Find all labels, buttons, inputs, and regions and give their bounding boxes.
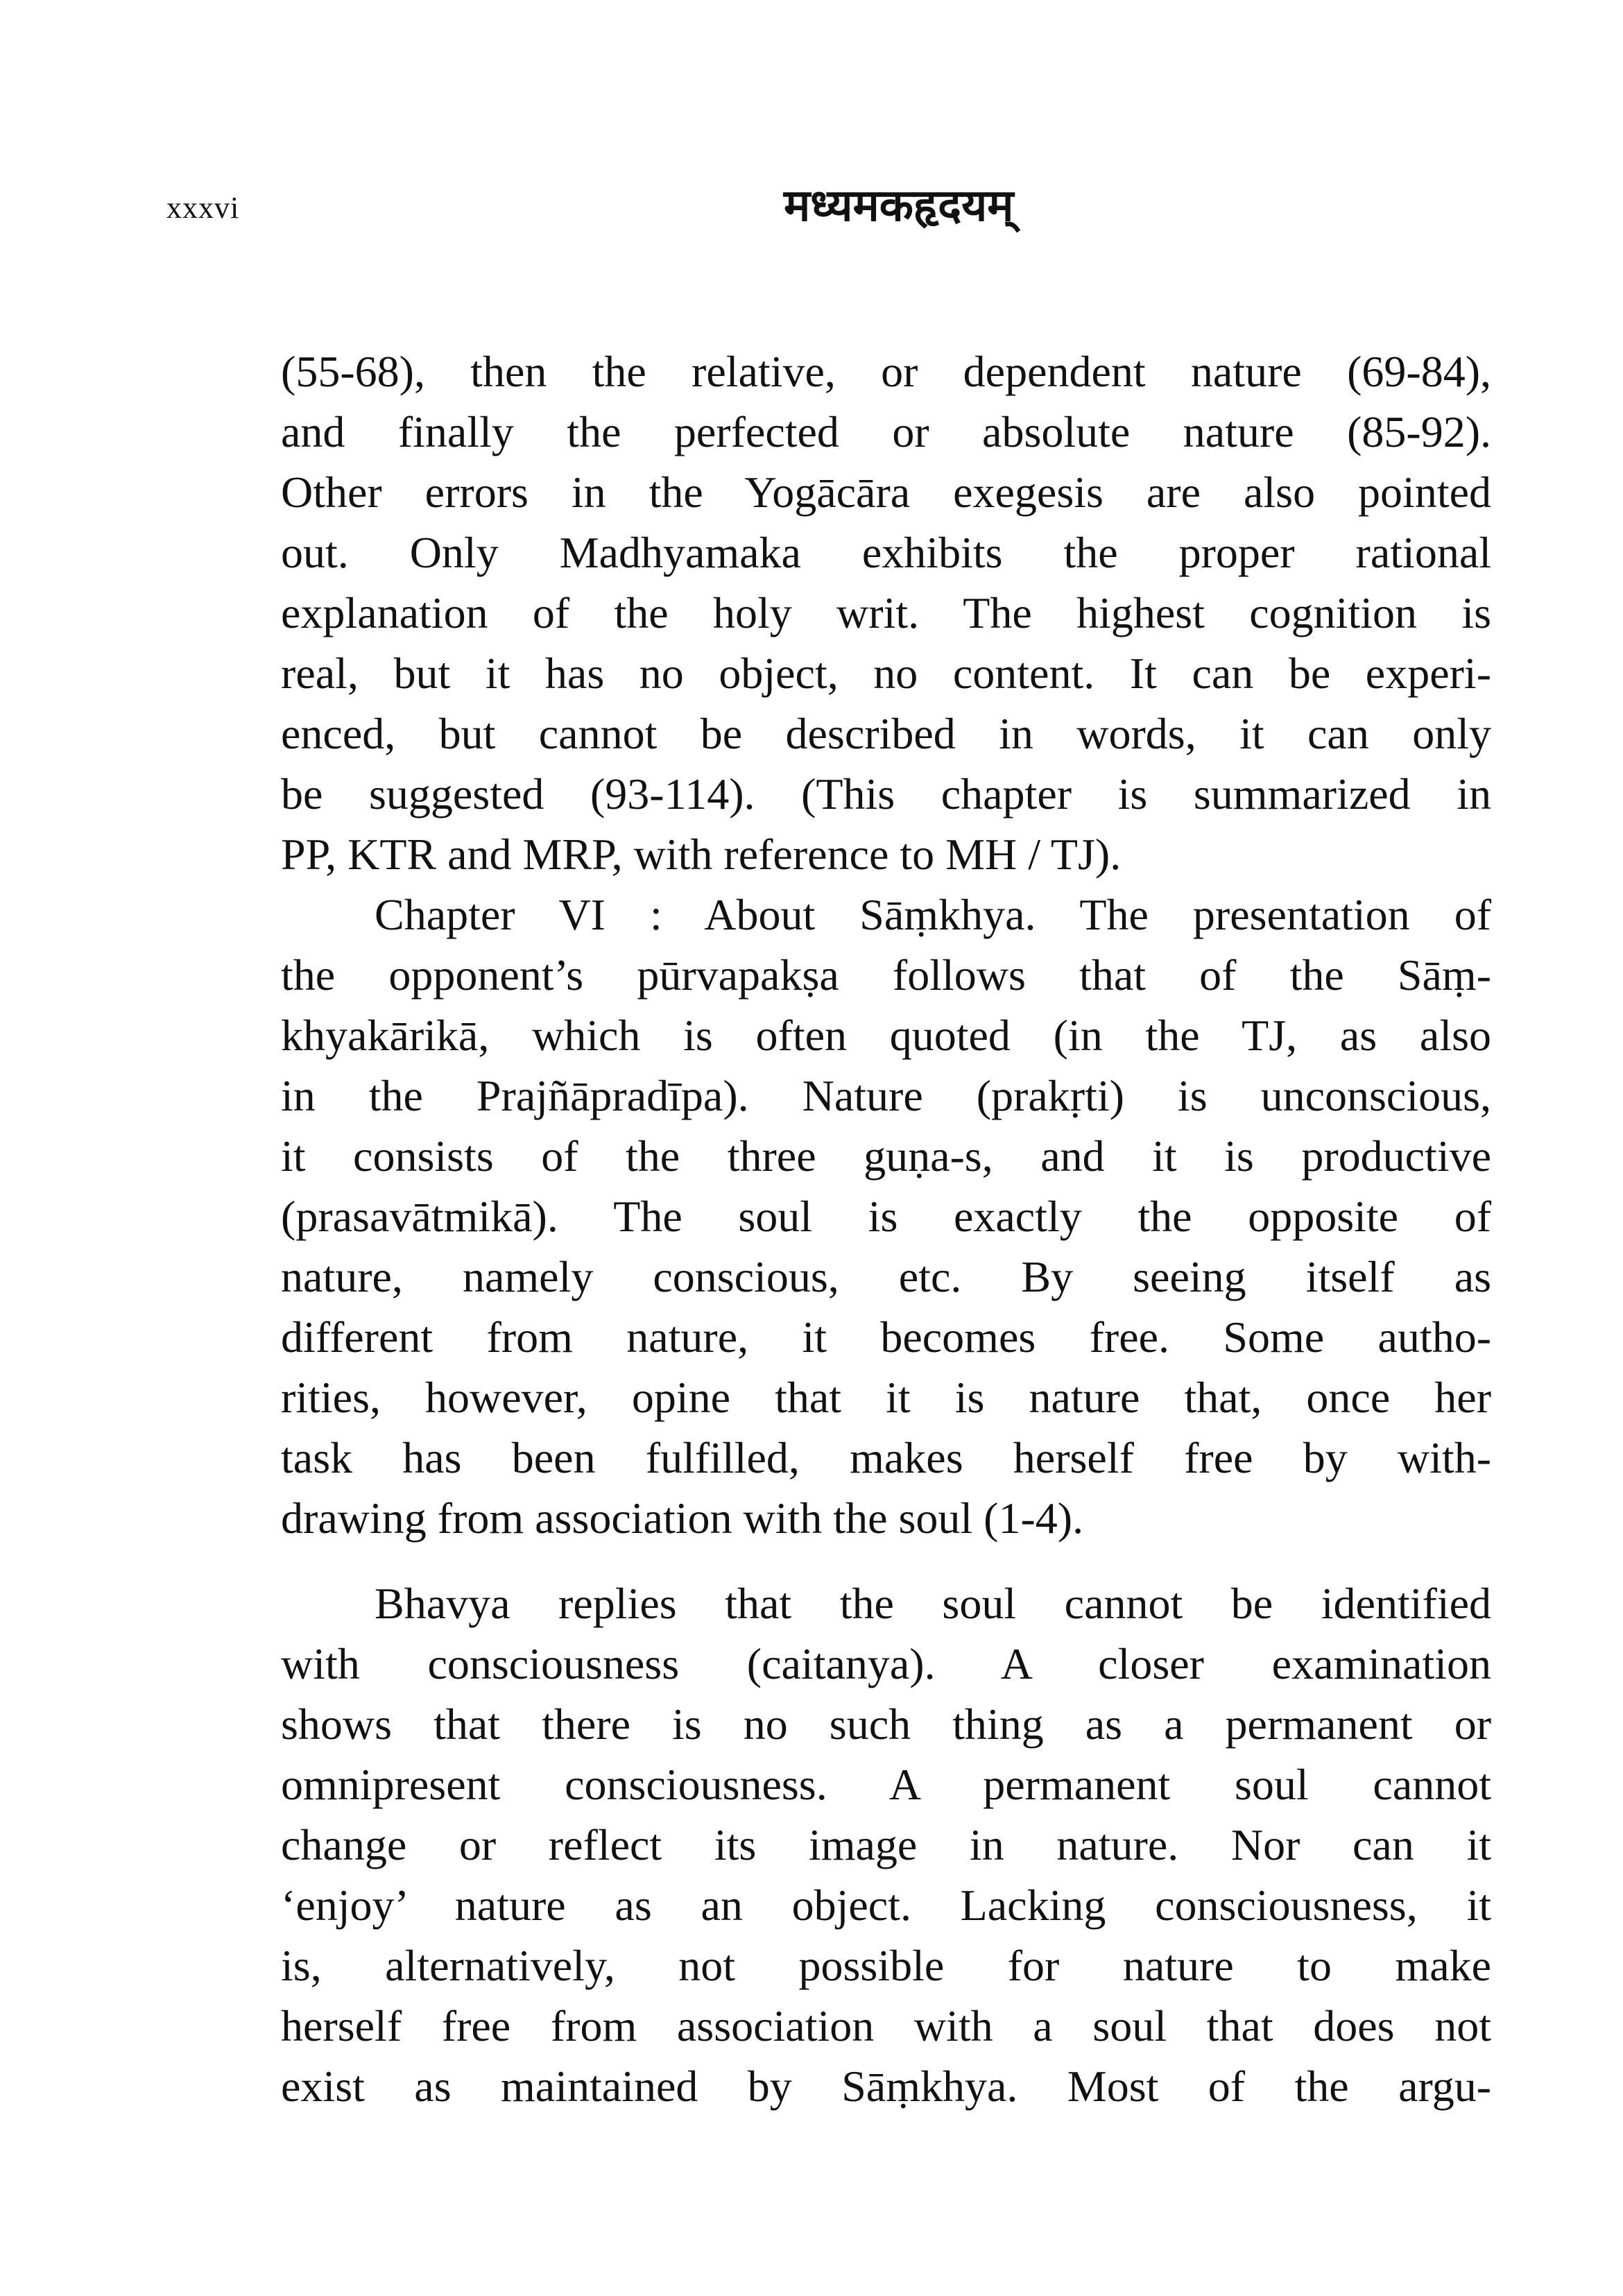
text-line: and finally the perfected or absolute nature (85-92).: [281, 407, 1491, 456]
text-line: shows that there is no such thing as a permanent or: [281, 1699, 1491, 1749]
text-line: different from nature, it becomes free. Some autho-: [281, 1312, 1491, 1362]
paragraph-gap: [281, 1548, 1491, 1573]
text-line: drawing from association with the soul (1-4).: [281, 1493, 1084, 1543]
text-line: in the Prajñāpradīpa). Nature (prakṛti) is unconscious,: [281, 1071, 1491, 1120]
text-line: rities, however, opine that it is nature that, once her: [281, 1373, 1491, 1422]
paragraph-1: [281, 341, 1491, 884]
page-number: xxxvi: [166, 191, 240, 225]
text-line: PP, KTR and MRP, with reference to MH / TJ).: [281, 830, 1122, 879]
text-line: khyakārikā, which is often quoted (in the TJ, as also: [281, 1011, 1491, 1060]
text-line: Bhavya replies that the soul cannot be identified: [375, 1579, 1491, 1628]
text-line: task has been fulfilled, makes herself free by with-: [281, 1433, 1491, 1482]
text-line: the opponent’s pūrvapakṣa follows that of the Sāṃ-: [281, 950, 1491, 1000]
text-line: is, alternatively, not possible for nature to make: [281, 1941, 1491, 1990]
text-line: real, but it has no object, no content. It can be experi-: [281, 649, 1491, 698]
text-line: it consists of the three guṇa-s, and it is productive: [281, 1131, 1491, 1181]
text-line: omnipresent consciousness. A permanent soul cannot: [281, 1760, 1491, 1809]
text-line: with consciousness (caitanya). A closer examination: [281, 1639, 1491, 1688]
text-line: (prasavātmikā). The soul is exactly the opposite of: [281, 1192, 1491, 1241]
text-line: (55-68), then the relative, or dependent nature (69-84),: [281, 347, 1491, 396]
running-title: मध्यमकहृदयम्: [784, 180, 1014, 232]
text-line: be suggested (93-114). (This chapter is summarized in: [281, 769, 1491, 819]
text-line: out. Only Madhyamaka exhibits the proper rational: [281, 528, 1491, 577]
page-header: [166, 173, 1526, 257]
text-line: enced, but cannot be described in words, it can only: [281, 709, 1491, 758]
text-line: ‘enjoy’ nature as an object. Lacking consciousness, it: [281, 1881, 1491, 1930]
text-line: explanation of the holy writ. The highest cognition is: [281, 588, 1491, 637]
text-line: Other errors in the Yogācāra exegesis are also pointed: [281, 468, 1491, 517]
text-line: Chapter VI : About Sāṃkhya. The presentation of: [375, 890, 1491, 939]
text-line: exist as maintained by Sāṃkhya. Most of the argu-: [281, 2062, 1491, 2111]
text-line: nature, namely conscious, etc. By seeing itself as: [281, 1252, 1491, 1301]
paragraph-3: [281, 1573, 1491, 2116]
text-line: herself free from association with a soul that does not: [281, 2001, 1491, 2050]
body-text: [281, 341, 1491, 2116]
paragraph-2: [281, 884, 1491, 1548]
text-line: change or reflect its image in nature. Nor can it: [281, 1820, 1491, 1869]
